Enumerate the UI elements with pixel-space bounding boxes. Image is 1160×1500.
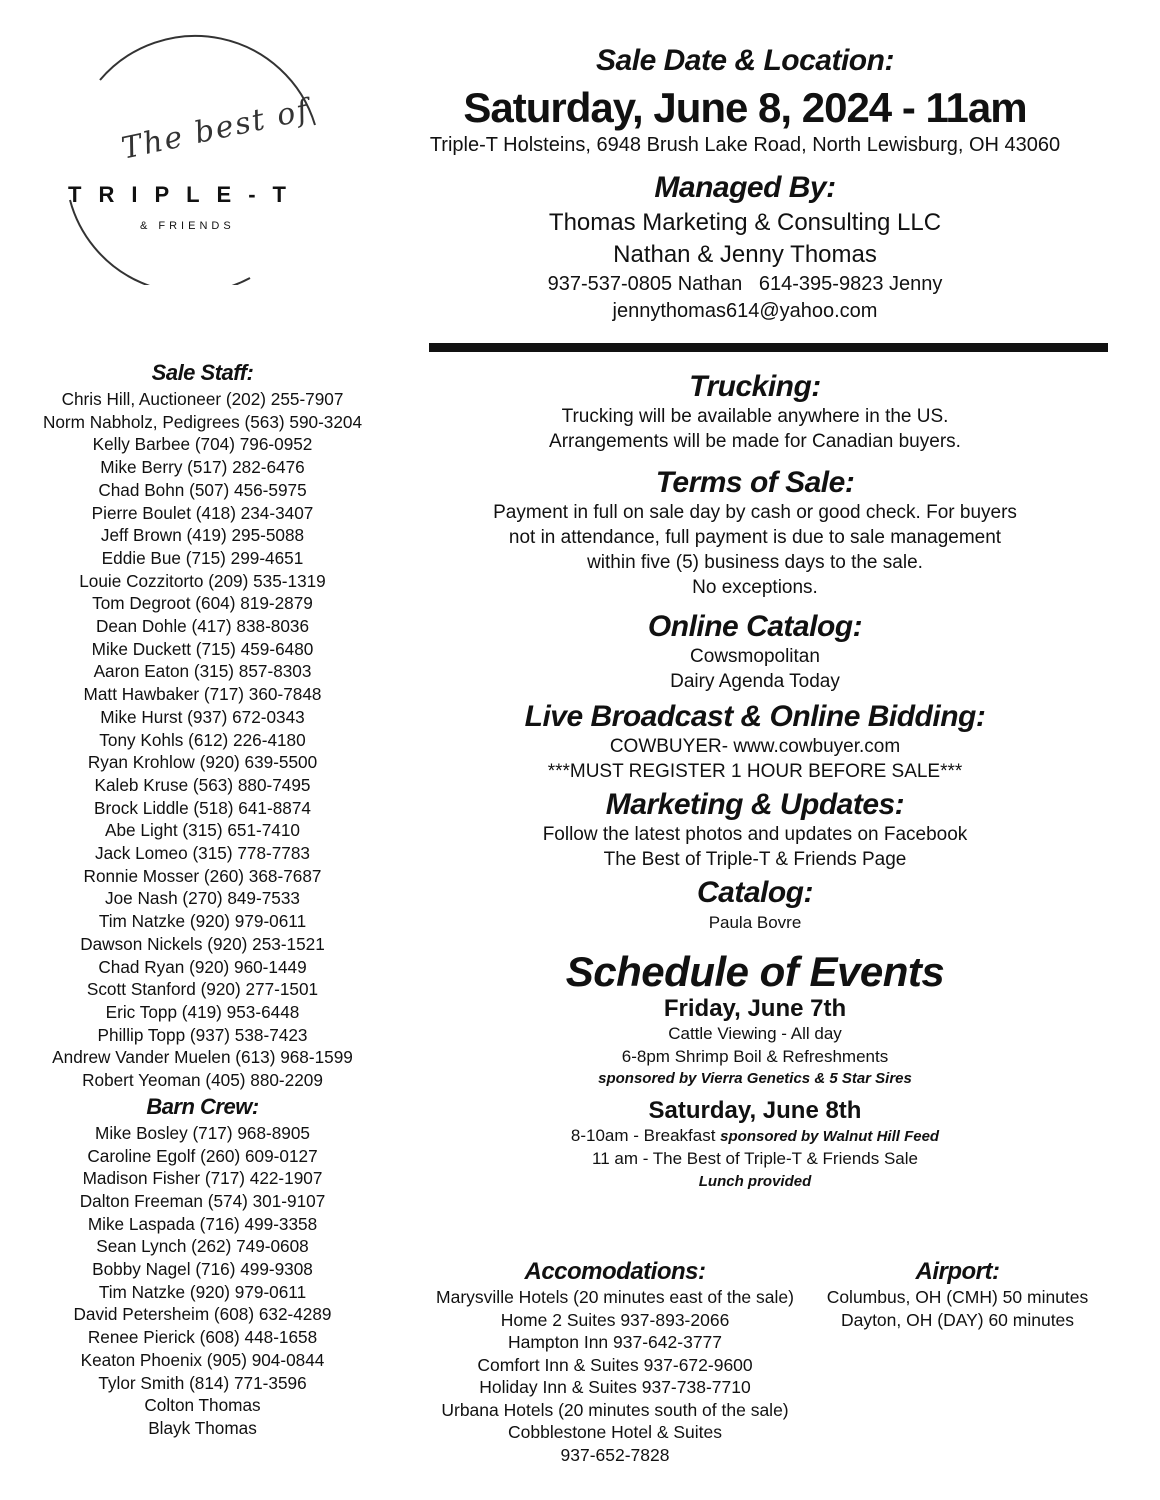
online-catalog-line: Dairy Agenda Today <box>670 671 840 692</box>
terms-heading: Terms of Sale: <box>655 466 855 499</box>
marketing-line: Follow the latest photos and updates on Facebook <box>542 824 968 845</box>
friday-line: Cattle Viewing - All day <box>668 1024 842 1043</box>
saturday-line: 11 am - The Best of Triple-T & Friends Sale <box>592 1149 918 1168</box>
saturday-line <box>405 1125 1105 1149</box>
sale-staff-item: Chad Ryan (920) 960-1449 <box>98 956 307 977</box>
barn-crew-item: Tylor Smith (814) 771-3596 <box>98 1372 307 1393</box>
saturday-heading: Saturday, June 8th <box>648 1096 862 1124</box>
sale-date-heading: Sale Date & Location: <box>596 44 894 77</box>
barn-crew-item: Mike Bosley (717) 968-8905 <box>95 1122 310 1143</box>
accommodation-line: 937-652-7828 <box>560 1444 670 1465</box>
sale-date: Saturday, June 8, 2024 - 11am <box>463 84 1027 131</box>
saturday-breakfast: 8-10am - Breakfast <box>570 1125 721 1145</box>
terms-line: Payment in full on sale day by cash or good check. For buyers <box>493 502 1017 523</box>
sale-staff-item: Phillip Topp (937) 538-7423 <box>97 1024 308 1045</box>
accommodation-line: Marysville Hotels (20 minutes east of the sale) <box>436 1287 794 1307</box>
header <box>390 40 1100 323</box>
sale-staff-item: Matt Hawbaker (717) 360-7848 <box>83 684 322 705</box>
barn-crew-item: Tim Natzke (920) 979-0611 <box>98 1281 307 1302</box>
lunch-note: Lunch provided <box>698 1172 812 1190</box>
sale-staff-item: Jack Lomeo (315) 778-7783 <box>95 843 310 864</box>
sale-staff-item: Pierre Boulet (418) 234-3407 <box>91 502 314 523</box>
sale-staff-item: Abe Light (315) 651-7410 <box>105 820 300 841</box>
sale-staff-item: Tom Degroot (604) 819-2879 <box>92 593 313 614</box>
logo-subtitle: & FRIENDS <box>140 220 235 232</box>
marketing-line: The Best of Triple-T & Friends Page <box>603 849 907 870</box>
trucking-line: Trucking will be available anywhere in the US. <box>561 406 949 427</box>
sale-staff-item: Tim Natzke (920) 979-0611 <box>98 911 307 932</box>
sale-staff-item: Eric Topp (419) 953-6448 <box>105 1001 300 1022</box>
sale-staff-item: Kelly Barbee (704) 796-0952 <box>92 434 313 455</box>
saturday-sponsor: sponsored by Walnut Hill Feed <box>720 1127 940 1145</box>
barn-crew-heading: Barn Crew: <box>146 1093 259 1119</box>
sale-staff-item: Brock Liddle (518) 641-8874 <box>94 797 311 818</box>
sale-staff-item: Eddie Bue (715) 299-4651 <box>101 547 304 568</box>
sale-staff-item: Mike Hurst (937) 672-0343 <box>100 706 305 727</box>
accommodation-line: Urbana Hotels (20 minutes south of the sale) <box>441 1399 789 1420</box>
accommodations <box>420 1258 810 1466</box>
trucking-line: Arrangements will be made for Canadian buyers. <box>549 431 961 452</box>
manager-email: jennythomas614@yahoo.com <box>612 300 878 322</box>
manager-phones: 937-537-0805 Nathan 614-395-9823 Jenny <box>547 273 943 295</box>
sale-staff-heading: Sale Staff: <box>151 360 254 385</box>
sale-staff-item: Ryan Krohlow (920) 639-5500 <box>87 752 318 773</box>
sale-staff-item: Aaron Eaton (315) 857-8303 <box>93 661 312 682</box>
sale-location: Triple-T Holsteins, 6948 Brush Lake Road, North Lewisburg, OH 43060 <box>429 134 1061 156</box>
online-catalog-line: Cowsmopolitan <box>690 646 820 667</box>
friday-line: 6-8pm Shrimp Boil & Refreshments <box>621 1046 889 1066</box>
barn-crew-item: Bobby Nagel (716) 499-9308 <box>92 1259 313 1280</box>
terms-line: No exceptions. <box>692 577 818 598</box>
accommodations-heading: Accomodations: <box>524 1258 706 1285</box>
online-catalog-heading: Online Catalog: <box>647 610 863 643</box>
airport-heading: Airport: <box>915 1258 1000 1285</box>
logo-circle-arc <box>60 30 330 285</box>
friday-sponsor: sponsored by Vierra Genetics & 5 Star Sires <box>598 1070 912 1087</box>
sale-staff-item: Louie Cozzitorto (209) 535-1319 <box>79 570 326 591</box>
barn-crew-item: Blayk Thomas <box>148 1417 257 1438</box>
sale-staff-item: Mike Duckett (715) 459-6480 <box>91 638 314 659</box>
barn-crew-item: Mike Laspada (716) 499-3358 <box>87 1213 318 1234</box>
barn-crew-item: Renee Pierick (608) 448-1658 <box>87 1327 318 1348</box>
info-column <box>405 370 1105 1193</box>
accommodation-line: Home 2 Suites 937-893-2066 <box>500 1309 730 1330</box>
marketing-heading: Marketing & Updates: <box>605 788 905 821</box>
manager-names: Nathan & Jenny Thomas <box>613 241 877 268</box>
logo <box>60 30 330 285</box>
broadcast-heading: Live Broadcast & Online Bidding: <box>524 700 986 733</box>
barn-crew-item: Colton Thomas <box>144 1395 261 1416</box>
sale-staff-item: Chad Bohn (507) 456-5975 <box>98 479 307 500</box>
barn-crew-item: David Petersheim (608) 632-4289 <box>73 1304 332 1325</box>
broadcast-line: ***MUST REGISTER 1 HOUR BEFORE SALE*** <box>547 761 963 782</box>
terms-line: not in attendance, full payment is due to sale management <box>508 527 1002 548</box>
sale-staff-item: Dawson Nickels (920) 253-1521 <box>80 933 325 954</box>
sale-staff-item: Norm Nabholz, Pedigrees (563) 590-3204 <box>42 411 363 432</box>
airport <box>815 1258 1100 1331</box>
sale-staff-item: Jeff Brown (419) 295-5088 <box>100 525 305 546</box>
accommodation-line: Comfort Inn & Suites 937-672-9600 <box>477 1354 753 1375</box>
logo-wordmark: TRIPLE-T <box>68 182 303 207</box>
logo-script: The best of <box>118 92 314 167</box>
sale-staff-item: Chris Hill, Auctioneer (202) 255-7907 <box>61 389 344 409</box>
sale-staff-item: Dean Dohle (417) 838-8036 <box>95 616 310 637</box>
sale-staff-item: Mike Berry (517) 282-6476 <box>100 457 305 478</box>
barn-crew-item: Sean Lynch (262) 749-0608 <box>96 1236 309 1257</box>
catalog-line: Paula Bovre <box>708 913 802 932</box>
schedule-heading: Schedule of Events <box>565 948 945 995</box>
trucking-heading: Trucking: <box>689 370 821 403</box>
barn-crew-item: Caroline Egolf (260) 609-0127 <box>87 1145 318 1166</box>
header-divider <box>429 343 1108 352</box>
barn-crew-item: Dalton Freeman (574) 301-9107 <box>79 1190 326 1211</box>
sale-staff-item: Tony Kohls (612) 226-4180 <box>99 729 306 750</box>
sale-staff-item: Ronnie Mosser (260) 368-7687 <box>83 865 322 886</box>
friday-heading: Friday, June 7th <box>663 995 847 1022</box>
broadcast-line: COWBUYER- www.cowbuyer.com <box>609 736 901 757</box>
catalog-heading: Catalog: <box>697 876 813 909</box>
managed-by-heading: Managed By: <box>654 171 836 204</box>
sale-staff-item: Andrew Vander Muelen (613) 968-1599 <box>52 1047 353 1068</box>
sale-staff-item: Robert Yeoman (405) 880-2209 <box>82 1070 323 1091</box>
accommodation-line: Cobblestone Hotel & Suites <box>507 1422 723 1442</box>
barn-crew-list <box>20 1122 385 1440</box>
accommodation-line: Hampton Inn 937-642-3777 <box>507 1332 723 1352</box>
sale-staff-list <box>20 388 385 1092</box>
accommodation-line: Holiday Inn & Suites 937-738-7710 <box>479 1377 751 1397</box>
sale-staff-item: Kaleb Kruse (563) 880-7495 <box>94 774 311 795</box>
sale-staff-item: Joe Nash (270) 849-7533 <box>105 888 300 909</box>
barn-crew-item: Keaton Phoenix (905) 904-0844 <box>80 1349 325 1370</box>
airport-line: Columbus, OH (CMH) 50 minutes <box>826 1287 1089 1307</box>
airport-line: Dayton, OH (DAY) 60 minutes <box>840 1309 1075 1330</box>
staff-column <box>20 360 385 1440</box>
barn-crew-item: Madison Fisher (717) 422-1907 <box>82 1168 323 1189</box>
sale-staff-item: Scott Stanford (920) 277-1501 <box>86 979 319 1000</box>
company-name: Thomas Marketing & Consulting LLC <box>548 209 942 236</box>
terms-line: within five (5) business days to the sale. <box>587 552 923 573</box>
